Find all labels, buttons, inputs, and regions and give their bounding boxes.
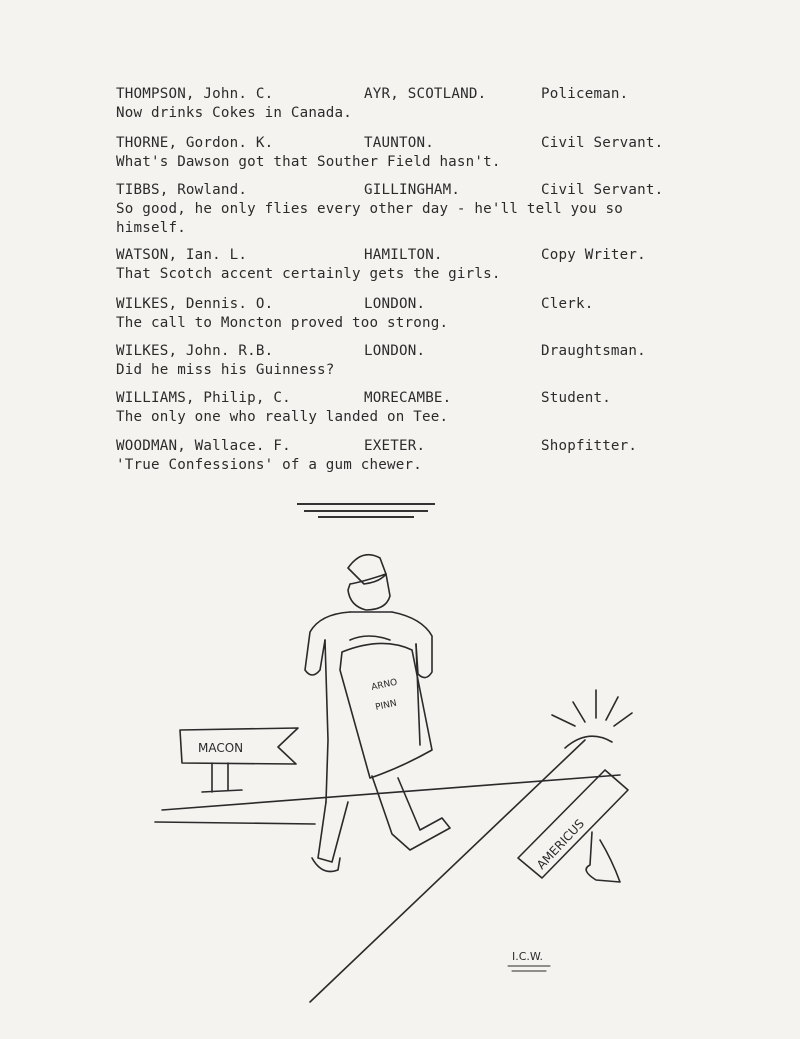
entry-occupation: Clerk. (541, 296, 594, 312)
horizon-line (162, 775, 620, 810)
entry-note: The only one who really landed on Tee. (116, 409, 449, 425)
entry-wilkes-dennis (116, 295, 716, 333)
entry-note: So good, he only flies every other day - he'll tell you so himself. (116, 201, 632, 236)
macon-sign-label: MACON (198, 741, 244, 755)
entry-town: EXETER. (364, 438, 426, 454)
entry-town: LONDON. (364, 343, 426, 359)
entry-occupation: Shopfitter. (541, 438, 638, 454)
entry-thompson (116, 85, 716, 123)
macon-sign (180, 728, 298, 792)
entry-thorne (116, 134, 716, 172)
divider-line-bottom (318, 516, 414, 518)
americus-sign (518, 770, 628, 882)
entry-name: WOODMAN, Wallace. F. (116, 438, 291, 454)
sun-icon (565, 736, 612, 748)
entry-name: THOMPSON, John. C. (116, 86, 274, 102)
entry-woodman (116, 437, 716, 475)
entry-note: The call to Moncton proved too strong. (116, 315, 449, 331)
entry-town: TAUNTON. (364, 135, 434, 151)
entry-occupation: Student. (541, 390, 611, 406)
bag-label-line2: PINN (374, 698, 398, 713)
cartoon-illustration (150, 540, 670, 1010)
entry-note: 'True Confessions' of a gum chewer. (116, 457, 422, 473)
entry-note: Now drinks Cokes in Canada. (116, 105, 353, 121)
soldier-figure (305, 555, 450, 872)
entry-name: WILKES, John. R.B. (116, 343, 274, 359)
entry-occupation: Civil Servant. (541, 135, 664, 151)
entry-wilkes-john (116, 342, 716, 380)
entry-town: AYR, SCOTLAND. (364, 86, 487, 102)
entry-watson (116, 246, 716, 284)
entry-note: Did he miss his Guinness? (116, 362, 335, 378)
entry-town: GILLINGHAM. (364, 182, 461, 198)
divider-line-middle (304, 510, 428, 512)
entry-williams (116, 389, 716, 427)
bag-label-line1: ARNO (370, 677, 399, 693)
entry-town: LONDON. (364, 296, 426, 312)
entry-name: WATSON, Ian. L. (116, 247, 248, 263)
entry-town: HAMILTON. (364, 247, 443, 263)
entry-occupation: Copy Writer. (541, 247, 646, 263)
ground-line (155, 822, 315, 824)
americus-sign-label: AMERICUS (533, 816, 588, 873)
entry-occupation: Draughtsman. (541, 343, 646, 359)
entry-occupation: Policeman. (541, 86, 629, 102)
divider-line-top (297, 503, 435, 505)
sun-rays (552, 690, 632, 726)
signature-text: I.C.W. (512, 950, 544, 963)
entry-name: WILLIAMS, Philip, C. (116, 390, 291, 406)
entry-note: What's Dawson got that Souther Field hasn't. (116, 154, 501, 170)
entry-name: WILKES, Dennis. O. (116, 296, 274, 312)
entry-name: THORNE, Gordon. K. (116, 135, 274, 151)
artist-signature (508, 950, 550, 971)
entry-name: TIBBS, Rowland. (116, 182, 248, 198)
entry-note: That Scotch accent certainly gets the girls. (116, 266, 501, 282)
entry-occupation: Civil Servant. (541, 182, 664, 198)
entry-town: MORECAMBE. (364, 390, 452, 406)
entry-tibbs (116, 181, 716, 238)
